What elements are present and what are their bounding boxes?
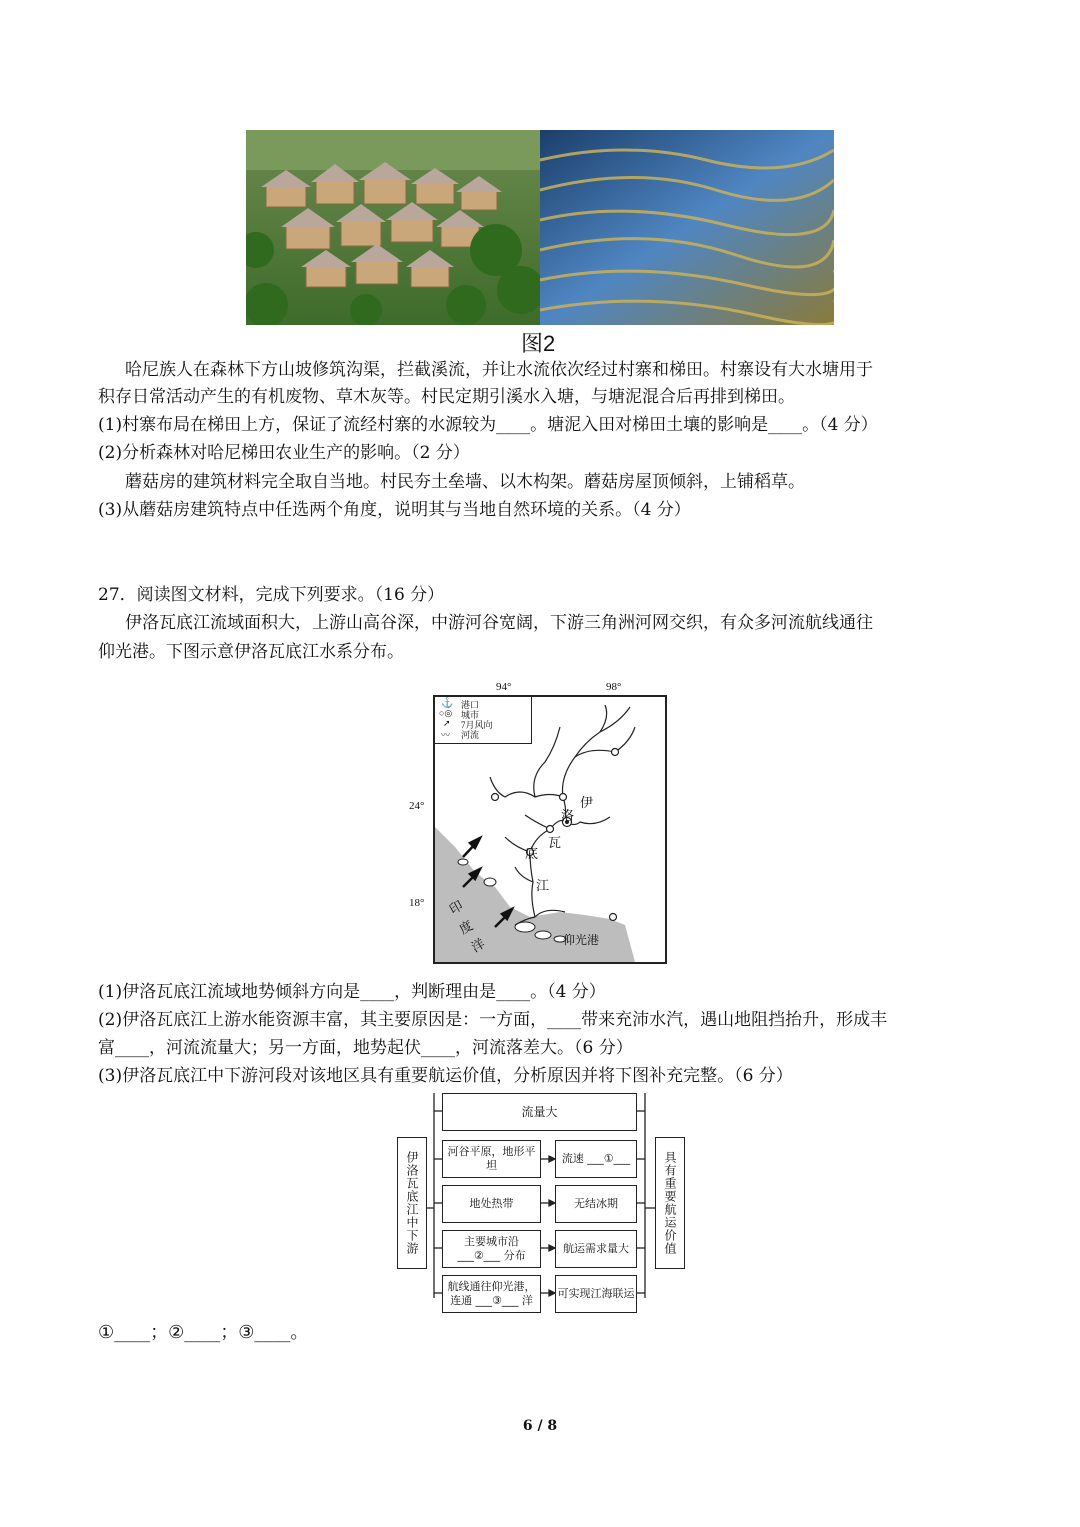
flow-effect-4: 可实现江海联运 <box>555 1275 637 1313</box>
river-char-1: 伊 <box>580 795 594 810</box>
q27-intro-line2: 仰光港。下图示意伊洛瓦底江水系分布。 <box>98 642 404 662</box>
flow-chart <box>397 1093 687 1313</box>
ocean-char-2: 度 <box>456 917 476 938</box>
figure2-caption: 图2 <box>521 331 556 356</box>
map-legend <box>435 697 532 744</box>
legend-port-icon: ⚓ <box>441 698 454 709</box>
flow-cause-1: 河谷平原，地形平坦 <box>442 1140 541 1178</box>
map-lon-98: 98° <box>606 681 622 693</box>
irrawaddy-map <box>433 695 667 964</box>
legend-wind-icon: ➚ <box>443 718 451 728</box>
map-lon-94: 94° <box>496 681 512 693</box>
river-char-4: 底 <box>525 846 539 861</box>
q27-header: 27．阅读图文材料，完成下列要求。（16 分） <box>98 585 445 605</box>
legend-river-icon: 〰 <box>441 730 451 740</box>
q27-sub3: (3)伊洛瓦底江中下游河段对该地区具有重要航运价值，分析原因并将下图补充完整。（6 分） <box>98 1066 793 1086</box>
figure2-photos <box>246 130 834 325</box>
river-char-3: 瓦 <box>548 835 562 850</box>
q27-sub2-line2: 富____，河流流量大；另一方面，地势起伏____，河流落差大。（6 分） <box>98 1038 633 1058</box>
flow-cause-4: 航线通往仰光港，连通 ___③___ 洋 <box>442 1275 541 1313</box>
map-lat-18: 18° <box>409 897 425 909</box>
flow-top-box: 流量大 <box>442 1093 637 1131</box>
q27-sub1: (1)伊洛瓦底江流域地势倾斜方向是____，判断理由是____。（4 分） <box>98 982 606 1002</box>
q27-answer-blanks: ①____；②____；③____。 <box>98 1322 309 1343</box>
flow-cause-3: 主要城市沿 ___②___ 分布 <box>442 1230 541 1268</box>
flow-effect-2: 无结冰期 <box>555 1185 637 1223</box>
q26-sub1: (1)村寨布局在梯田上方，保证了流经村寨的水源较为____。塘泥入田对梯田土壤的影响是____。（4 分） <box>98 415 878 435</box>
q26-sub2: (2)分析森林对哈尼梯田农业生产的影响。（2 分） <box>98 443 470 463</box>
q27-sub2-line1: (2)伊洛瓦底江上游水能资源丰富，其主要原因是：一方面，____带来充沛水汽，遇山地阻挡抬升，形成丰 <box>98 1010 888 1030</box>
legend-wind: 7月风向 <box>461 720 493 730</box>
ocean-char-3: 洋 <box>468 935 488 956</box>
legend-river: 河流 <box>461 730 480 740</box>
q26-para1-line1: 哈尼族人在森林下方山坡修筑沟渠，拦截溪流，并让水流依次经过村寨和梯田。村寨设有大水塘用于 <box>125 360 873 380</box>
map-lat-24: 24° <box>409 800 425 812</box>
q26-para1-line2: 积存日常活动产生的有机废物、草木灰等。村民定期引溪水入塘，与塘泥混合后再排到梯田。 <box>98 387 795 407</box>
flow-right-box: 具有重要航运价值 <box>655 1137 685 1269</box>
page-number: 6 / 8 <box>522 1418 558 1434</box>
ocean-char-1: 印 <box>446 897 466 918</box>
q26-sub3: (3)从蘑菇房建筑特点中任选两个角度，说明其与当地自然环境的关系。（4 分） <box>98 500 691 520</box>
figure2-photo-pair <box>246 130 834 325</box>
q27-intro-line1: 伊洛瓦底江流域面积大，上游山高谷深，中游河谷宽阔，下游三角洲河网交织，有众多河流航线通往 <box>125 613 873 633</box>
village-photo <box>246 130 545 325</box>
port-label: 仰光港 <box>563 933 600 947</box>
legend-port: 港口 <box>461 700 480 710</box>
legend-city: 城市 <box>461 710 480 720</box>
river-char-5: 江 <box>536 878 550 893</box>
flow-effect-3: 航运需求量大 <box>555 1230 637 1268</box>
legend-city-icon: ○◎ <box>439 708 453 718</box>
terrace-photo <box>540 130 834 325</box>
q26-para2: 蘑菇房的建筑材料完全取自当地。村民夯土垒墙、以木构架。蘑菇房屋顶倾斜，上铺稻草。 <box>125 472 805 492</box>
river-char-2: 洛 <box>561 808 575 823</box>
flow-effect-1: 流速 ___①___ <box>555 1140 637 1178</box>
flow-left-box: 伊洛瓦底江中下游 <box>397 1137 427 1269</box>
flow-cause-2: 地处热带 <box>442 1185 541 1223</box>
